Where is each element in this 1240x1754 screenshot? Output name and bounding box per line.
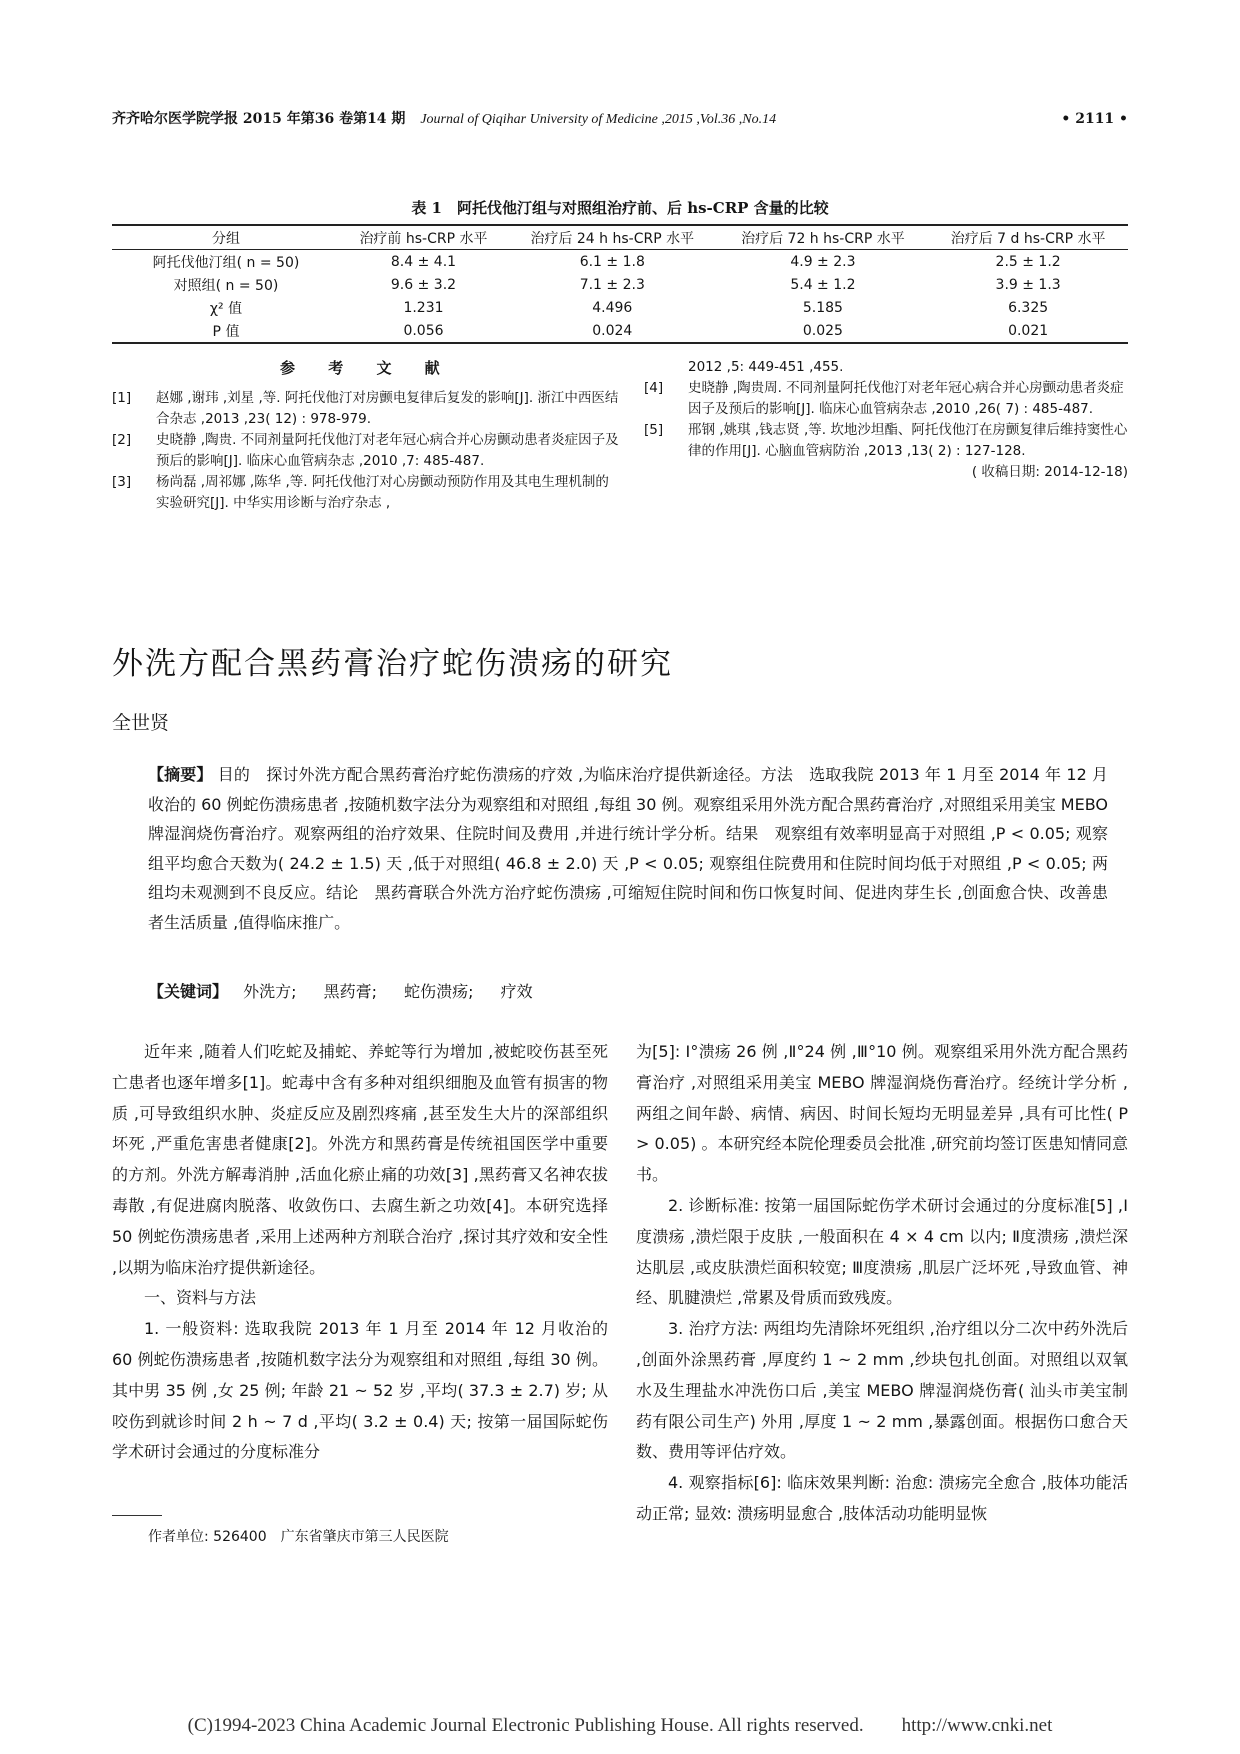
table-cell: χ² 值 bbox=[209, 300, 243, 317]
table-cell: 5.185 bbox=[802, 299, 843, 316]
keyword: 黑药膏; bbox=[323, 982, 378, 1001]
references-heading: 参 考 文 献 bbox=[280, 359, 454, 377]
table-cell: 8.4 ± 4.1 bbox=[390, 253, 457, 270]
body-paragraph: 3. 治疗方法: 两组均先清除坏死组织 ,治疗组以分二次中药外洗后 ,创面外涂黑药膏 ,厚度约 1 ~ 2 mm ,纱块包扎创面。对照组以双氧水及生理盐水冲洗伤口后 ,美宝 MEBO 牌湿润烧伤膏( 汕头市美宝制药有限公司生产) 外用 ,厚度 1 ~ 2 mm ,暴露创面。根据伤口愈合天数、费用等评估疗效。 bbox=[636, 1319, 1128, 1462]
article-author: 全世贤 bbox=[112, 712, 170, 734]
body-paragraph: 2. 诊断标准: 按第一届国际蛇伤学术研讨会通过的分度标准[5] ,Ⅰ度溃疡 ,溃烂限于皮肤 ,一般面积在 4 × 4 cm 以内; Ⅱ度溃疡 ,溃烂深达肌层 ,或皮肤溃烂面积较宽; Ⅲ度溃疡 ,肌层广泛坏死 ,导致血管、神经、肌腱溃烂 ,常累及骨质而致残废。 bbox=[636, 1195, 1128, 1308]
body-left-column bbox=[112, 1037, 608, 1468]
running-header bbox=[112, 108, 1128, 128]
reference-number: [3] bbox=[112, 474, 132, 490]
reference-number: [5] bbox=[644, 422, 664, 438]
reference-number: [2] bbox=[112, 432, 132, 448]
table-caption: 表 1 阿托伐他汀组与对照组治疗前、后 hs-CRP 含量的比较 bbox=[411, 199, 829, 217]
abstract-label: 【摘要】 bbox=[148, 765, 213, 784]
table-cell: 1.231 bbox=[403, 299, 444, 316]
received-date: ( 收稿日期: 2014-12-18) bbox=[971, 464, 1128, 480]
table-cell: 0.056 bbox=[403, 322, 444, 339]
reference-number bbox=[644, 357, 688, 378]
table-cell: 2.5 ± 1.2 bbox=[995, 253, 1061, 270]
reference-item bbox=[644, 378, 1128, 420]
table-row bbox=[112, 250, 1128, 274]
abstract bbox=[148, 760, 1108, 937]
body-right-column bbox=[636, 1037, 1128, 1530]
table-cell: 对照组( n = 50) bbox=[173, 277, 279, 294]
reference-item bbox=[112, 388, 620, 430]
table-cell: 0.021 bbox=[1008, 322, 1049, 339]
section-heading: 一、资料与方法 bbox=[144, 1288, 257, 1308]
table-header-cell: 分组 bbox=[212, 230, 240, 247]
footnote-divider bbox=[112, 1515, 162, 1516]
article-title: 外洗方配合黑药膏治疗蛇伤溃疡的研究 bbox=[112, 646, 673, 682]
table-row bbox=[112, 273, 1128, 296]
table-header-cell: 治疗后 72 h hs-CRP 水平 bbox=[741, 230, 905, 247]
references-right-column bbox=[644, 357, 1128, 483]
references-left-column bbox=[112, 388, 620, 514]
reference-number: [1] bbox=[112, 390, 132, 406]
page-number: • 2111 • bbox=[1061, 111, 1128, 127]
reference-item bbox=[112, 472, 620, 514]
body-paragraph: 近年来 ,随着人们吃蛇及捕蛇、养蛇等行为增加 ,被蛇咬伤甚至死亡患者也逐年增多[1]。蛇毒中含有多种对组织细胞及血管有损害的物质 ,可导致组织水肿、炎症反应及剧烈疼痛 ,甚至发生大片的深部组织坏死 ,严重危害患者健康[2]。外洗方和黑药膏是传统祖国医学中重要的方剂。外洗方解毒消肿 ,活血化瘀止痛的功效[3] ,黑药膏又名神农拔毒散 ,有促进腐肉脱落、收敛伤口、去腐生新之功效[4]。本研究选择 50 例蛇伤溃疡患者 ,采用上述两种方剂联合治疗 ,探讨其疗效和安全性 ,以期为临床治疗提供新途径。 bbox=[112, 1042, 608, 1277]
keywords-label: 【关键词】 bbox=[148, 982, 229, 1001]
table-row bbox=[112, 296, 1128, 319]
body-paragraph: 1. 一般资料: 选取我院 2013 年 1 月至 2014 年 12 月收治的 60 例蛇伤溃疡患者 ,按随机数字法分为观察组和对照组 ,每组 30 例。其中男 35 例 ,女 25 例; 年龄 21 ~ 52 岁 ,平均( 37.3 ± 2.7) 岁; 从咬伤到就诊时间 2 h ~ 7 d ,平均( 3.2 ± 0.4) 天; 按第一届国际蛇伤学术研讨会通过的分度标准分 bbox=[112, 1319, 608, 1462]
table-cell: 9.6 ± 3.2 bbox=[390, 276, 457, 293]
reference-text: 杨尚磊 ,周祁娜 ,陈华 ,等. 阿托伐他汀对心房颤动预防作用及其电生理机制的实验研究[J]. 中华实用诊断与治疗杂志 , bbox=[156, 474, 609, 511]
author-affiliation-footnote: 作者单位: 526400 广东省肇庆市第三人民医院 bbox=[148, 1529, 449, 1545]
keyword: 蛇伤溃疡; bbox=[404, 982, 474, 1001]
reference-text: 2012 ,5: 449-451 ,455. bbox=[688, 359, 844, 375]
table-cell: 4.9 ± 2.3 bbox=[790, 253, 856, 270]
body-paragraph: 4. 观察指标[6]: 临床效果判断: 治愈: 溃疡完全愈合 ,肢体功能活动正常; 显效: 溃疡明显愈合 ,肢体活动功能明显恢 bbox=[636, 1473, 1128, 1523]
reference-text: 赵娜 ,谢玮 ,刘星 ,等. 阿托伐他汀对房颤电复律后复发的影响[J]. 浙江中西医结合杂志 ,2013 ,23( 12) : 978-979. bbox=[156, 390, 619, 427]
journal-title-en: Journal of Qiqihar University of Medicine ,2015 ,Vol.36 ,No.14 bbox=[420, 112, 777, 127]
table-cell: 7.1 ± 2.3 bbox=[579, 276, 645, 293]
keyword: 外洗方; bbox=[243, 982, 297, 1001]
table-cell: 3.9 ± 1.3 bbox=[995, 276, 1061, 293]
body-paragraph: 为[5]: Ⅰ°溃疡 26 例 ,Ⅱ°24 例 ,Ⅲ°10 例。观察组采用外洗方配合黑药膏治疗 ,对照组采用美宝 MEBO 牌湿润烧伤膏治疗。经统计学分析 ,两组之间年龄、病情、病因、时间长短均无明显差异 ,具有可比性( P > 0.05) 。本研究经本院伦理委员会批准 ,研究前均签订医患知情同意书。 bbox=[636, 1042, 1128, 1185]
table-header-cell: 治疗后 7 d hs-CRP 水平 bbox=[950, 230, 1106, 247]
reference-number: [4] bbox=[644, 380, 664, 396]
table-header-row bbox=[112, 225, 1128, 250]
reference-text: 史晓静 ,陶贵. 不同剂量阿托伐他汀对老年冠心病合并心房颤动患者炎症因子及预后的影响[J]. 临床心血管病杂志 ,2010 ,7: 485-487. bbox=[156, 432, 619, 469]
reference-item bbox=[644, 420, 1128, 462]
abstract-text: 目的 探讨外洗方配合黑药膏治疗蛇伤溃疡的疗效 ,为临床治疗提供新途径。方法 选取我院 2013 年 1 月至 2014 年 12 月收治的 60 例蛇伤溃疡患者 ,按随机数字法分为观察组和对照组 ,每组 30 例。观察组采用外洗方配合黑药膏治疗 ,对照组采用美宝 MEBO 牌湿润烧伤膏治疗。观察两组的治疗效果、住院时间及费用 ,并进行统计学分析。结果 观察组有效率明显高于对照组 ,P < 0.05; 观察组平均愈合天数为( 24.2 ± 1.5) 天 ,低于对照组( 46.8 ± 2.0) 天 ,P < 0.05; 观察组住院费用和住院时间均低于对照组 ,P < 0.05; 两组均未观测到不良反应。结论 黑药膏联合外洗方治疗蛇伤溃疡 ,可缩短住院时间和伤口恢复时间、促进肉芽生长 ,创面愈合快、改善患者生活质量 ,值得临床推广。 bbox=[148, 765, 1108, 932]
table-cell: 0.025 bbox=[802, 322, 843, 339]
table-row bbox=[112, 319, 1128, 343]
keywords bbox=[148, 979, 555, 1002]
table-cell: P 值 bbox=[212, 323, 240, 340]
table-header-cell: 治疗后 24 h hs-CRP 水平 bbox=[530, 230, 695, 247]
table-cell: 5.4 ± 1.2 bbox=[790, 276, 856, 293]
journal-title-cn: 齐齐哈尔医学院学报 2015 年第36 卷第14 期 bbox=[112, 111, 406, 127]
table-cell: 6.325 bbox=[1008, 299, 1049, 316]
reference-item bbox=[112, 430, 620, 472]
table-cell: 0.024 bbox=[592, 322, 633, 339]
keyword: 疗效 bbox=[500, 982, 533, 1001]
table-cell: 6.1 ± 1.8 bbox=[579, 253, 645, 270]
table-cell: 阿托伐他汀组( n = 50) bbox=[152, 254, 300, 271]
results-table bbox=[112, 224, 1128, 344]
copyright-footer: (C)1994-2023 China Academic Journal Electronic Publishing House. All rights reserved. http://www.cnki.net bbox=[187, 1715, 1053, 1736]
reference-text: 邢钢 ,姚琪 ,钱志贤 ,等. 坎地沙坦酯、阿托伐他汀在房颤复律后维持窦性心律的作用[J]. 心脑血管病防治 ,2013 ,13( 2) : 127-128. bbox=[688, 422, 1128, 459]
reference-item bbox=[644, 357, 1128, 378]
reference-text: 史晓静 ,陶贵周. 不同剂量阿托伐他汀对老年冠心病合并心房颤动患者炎症因子及预后的影响[J]. 临床心血管病杂志 ,2010 ,26( 7) : 485-487. bbox=[688, 380, 1124, 417]
table-header-cell: 治疗前 hs-CRP 水平 bbox=[359, 230, 488, 247]
table-cell: 4.496 bbox=[592, 299, 633, 316]
